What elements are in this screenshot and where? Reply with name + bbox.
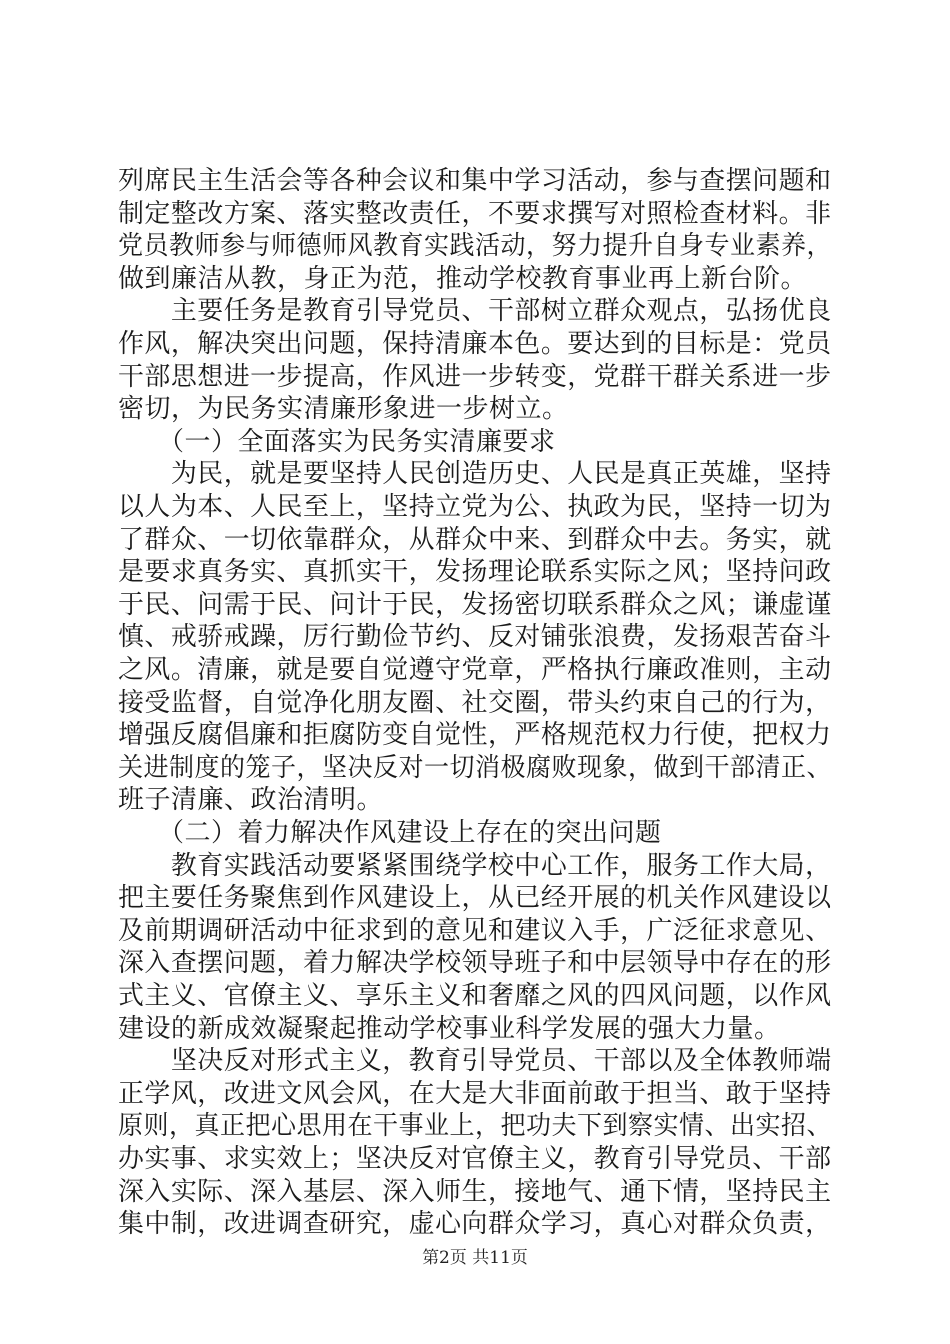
text-line: 慎、戒骄戒躁，厉行勤俭节约、反对铺张浪费，发扬艰苦奋斗: [118, 622, 832, 653]
text-line: （二）着力解决作风建设上存在的突出问题: [118, 818, 662, 848]
text-line: 教育实践活动要紧紧围绕学校中心工作，服务工作大局，: [118, 850, 832, 881]
text-line: 办实事、求实效上；坚决反对官僚主义，教育引导党员、干部: [118, 1144, 832, 1174]
text-line: 正学风，改进文风会风，在大是大非面前敢于担当、敢于坚持: [118, 1078, 832, 1109]
text-line: 接受监督，自觉净化朋友圈、社交圈，带头约束自己的行为，: [118, 687, 832, 718]
text-line: 制定整改方案、落实整改责任，不要求撰写对照检查材料。非: [118, 198, 832, 229]
text-line: 深入查摆问题，着力解决学校领导班子和中层领导中存在的形: [118, 948, 832, 979]
text-line: 密切，为民务实清廉形象进一步树立。: [118, 394, 569, 425]
text-line: 关进制度的笼子，坚决反对一切消极腐败现象，做到干部清正、: [118, 752, 833, 783]
text-line: 原则，真正把心思用在干事业上，把功夫下到察实情、出实招、: [118, 1111, 833, 1142]
text-line: 主要任务是教育引导党员、干部树立群众观点，弘扬优良: [118, 296, 832, 327]
text-line: 增强反腐倡廉和拒腐防变自觉性，严格规范权力行使，把权力: [118, 720, 832, 751]
text-line: 以人为本、人民至上，坚持立党为公、执政为民，坚持一切为: [118, 492, 832, 522]
text-line: 深入实际、深入基层、深入师生，接地气、通下情，坚持民主: [118, 1176, 832, 1207]
text-line: 于民、问需于民、问计于民，发扬密切联系群众之风；谦虚谨: [118, 589, 832, 620]
text-line: 做到廉洁从教，身正为范，推动学校教育事业再上新台阶。: [118, 263, 808, 294]
text-line: 及前期调研活动中征求到的意见和建议入手，广泛征求意见、: [118, 915, 832, 946]
text-line: 之风。清廉，就是要自觉遵守党章，严格执行廉政准则，主动: [118, 655, 832, 685]
text-line: 建设的新成效凝聚起推动学校事业科学发展的强大力量。: [118, 1013, 781, 1044]
text-line: 式主义、官僚主义、享乐主义和奢靡之风的四风问题，以作风: [118, 981, 832, 1011]
text-line: 班子清廉、政治清明。: [118, 785, 384, 816]
text-line: 是要求真务实、真抓实干，发扬理论联系实际之风；坚持问政: [118, 557, 832, 588]
text-line: 为民，就是要坚持人民创造历史、人民是真正英雄，坚持: [118, 459, 832, 490]
text-line: 集中制，改进调查研究，虚心向群众学习，真心对群众负责，: [118, 1209, 832, 1240]
page-footer: 第2页 共11页: [422, 1248, 528, 1268]
text-line: 干部思想进一步提高，作风进一步转变，党群干群关系进一步: [118, 361, 832, 392]
text-line: 了群众、一切依靠群众，从群众中来、到群众中去。务实，就: [118, 524, 832, 555]
text-line: 坚决反对形式主义，教育引导党员、干部以及全体教师端: [118, 1046, 832, 1077]
text-line: 把主要任务聚焦到作风建设上，从已经开展的机关作风建设以: [118, 883, 832, 914]
text-line: 党员教师参与师德师风教育实践活动，努力提升自身专业素养，: [118, 231, 833, 262]
text-line: 列席民主生活会等各种会议和集中学习活动，参与查摆问题和: [118, 166, 832, 196]
text-line: 作风，解决突出问题，保持清廉本色。要达到的目标是：党员: [118, 329, 832, 359]
text-line: （一）全面落实为民务实清廉要求: [118, 426, 556, 457]
